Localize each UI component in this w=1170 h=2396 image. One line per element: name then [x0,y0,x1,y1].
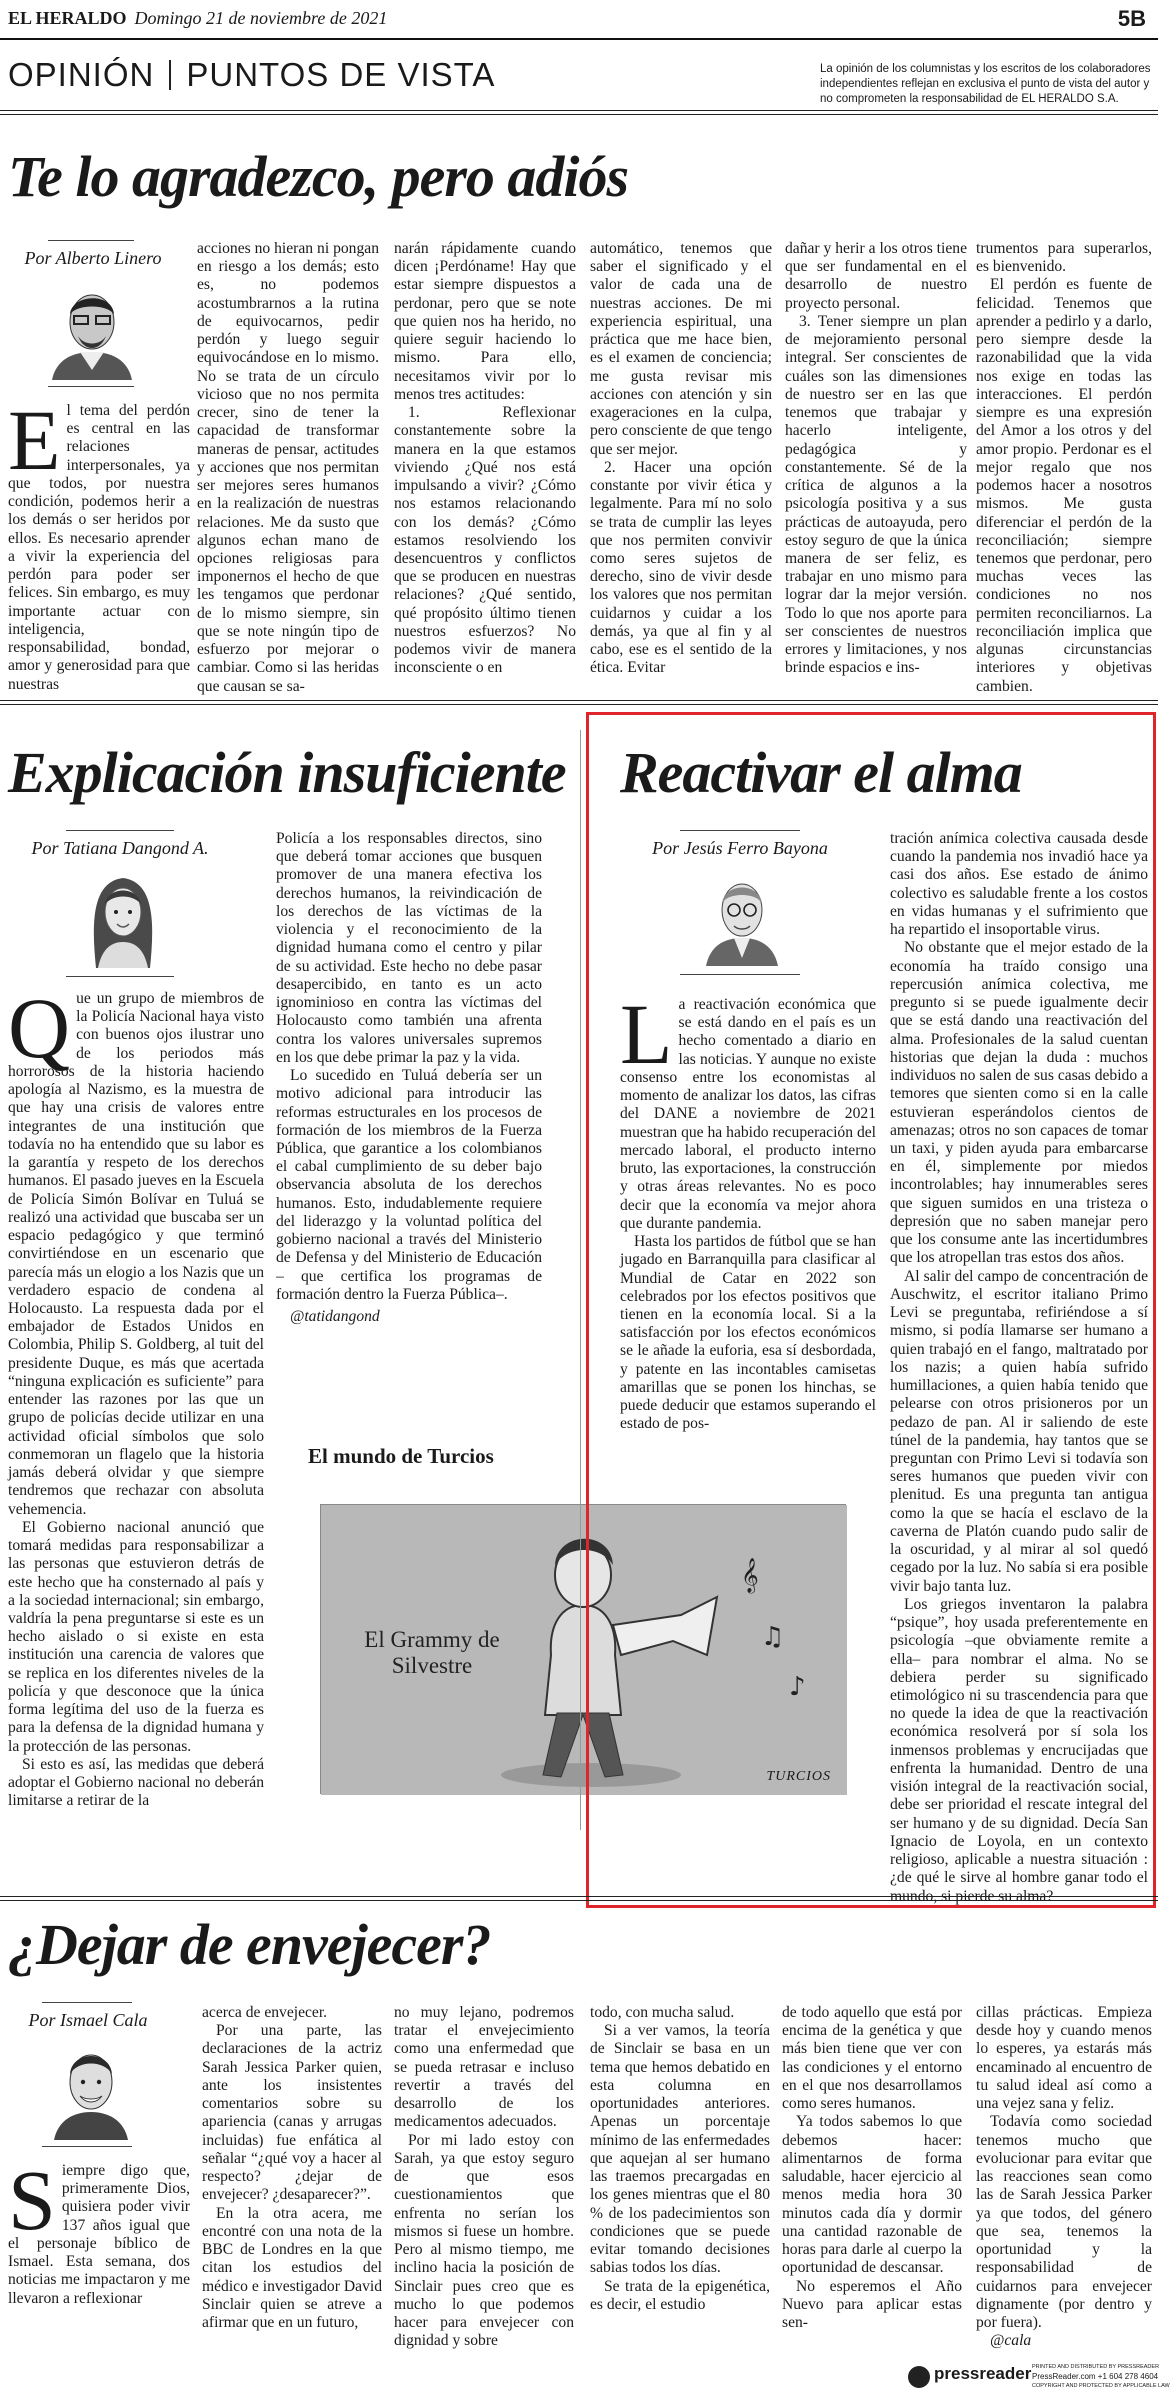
column-text: Al salir del campo de concentración de Auschwitz, el escritor italiano Primo Levi se preguntaba, refiriéndose a sí mismo, si podía llamarse ser humano a quien trabajó en el fango, maltratado por los nazis; a quien había sufrido humillaciones, a quien había tenido que pelearse con otros prisioneros por un pedazo de pan. Al ir saliendo de este túnel de la pandemia, hay tantos que se preguntan con Primo Levi si todavía son seres humanos que pueden vivir con plenitud. Es una pregunta tan antigua como la que se hacía el esclavo de la caverna de Platón cuando pudo salir de la oscuridad, y al mirar al sol quedó cegado por la luz. No sabía si era posible vivir bajo tanta luz. [890,1267,1148,1595]
author-byline: Por Jesús Ferro Bayona [652,838,828,858]
column-text: No obstante que el mejor estado de la economía ha traído consigo una repercusión anímica colectiva, me pregunto si se puede igualmente decir que se está dando una reactivación del alma. Profesionales de la salud cuentan historias que dejan la duda : muchos individuos no salen de sus casas debido a temores que sienten como si en la calle estuvieran esperándolos cientos de amenazas; otros no son capaces de tomar un taxi, y piden ayuda para embarcarse en él, simplemente por miedos incontrolables; hay innumerables seres que siguen sumidos en una tristeza o depresión que no saben manejar pero que los consume ante las incertidumbres que los atropellan tras estos dos años. [890,939,1148,1267]
article-column [8,392,190,693]
author-byline: Por Ismael Cala [28,2010,148,2030]
author-handle: @cala [990,2332,1032,2350]
byline-rule [66,976,174,977]
byline-rule [42,2002,132,2003]
column-text: Ya todos sabemos lo que debemos hacer: alimentarnos de forma saludable, hacer ejercicio al menos media hora 30 minutos cada día y dormir una cantidad razonable de horas para darle al cuerpo la oportunidad de descansar. [782,2113,962,2277]
svg-text:♪: ♪ [789,1672,806,1702]
byline-rule [48,386,134,387]
column-text: no muy lejano, podremos tratar el envejecimiento como una enfermedad que se pueda retrasar e incluso revertir a través del desarrollo de los medicamentos adecuados. [394,2004,574,2131]
article-column [976,2004,1152,2350]
author-handle: @tatidangond [290,1308,380,1326]
pressreader-logo: pressreader [934,2364,1032,2383]
footer-line: PRINTED AND DISTRIBUTED BY PRESSREADER [1032,2364,1160,2370]
column-divider [580,730,581,1830]
author-byline: Por Alberto Linero [24,248,162,268]
column-text: Por una parte, las declaraciones de la actriz Sarah Jessica Parker quien, ante los insistentes comentarios sobre su apariencia (canas y arrugas incluidas) fue enfática al señalar “¿qué voy a hacer al respecto? ¿dejar de envejecer? ¿desaparecer?”. [202,2022,382,2204]
svg-text:♫: ♫ [761,1622,785,1652]
column-text: El Gobierno nacional anunció que tomará medidas para responsabilizar a las personas que estuvieron detrás de este hecho que ha consternado al país y a la sociedad internacional; sin embargo, valdría la pena preguntarse si este es un hecho aislado o si existe en esta institución una carencia de valores que se replica en los diferentes niveles de la policía y que desconoce que la única forma legítima del uso de la fuerza es para la defensa de la dignidad humana y la protección de las personas. [8,1518,264,1755]
article-column [590,2004,770,2334]
author-byline: Por Tatiana Dangond A. [31,838,209,858]
column-text: Por mi lado estoy con Sarah, ya que estoy seguro de que esos cuestionamientos que enfrenta no serían los mismos si fuese un hombre. Pero al mismo tiempo, me inclino hacia la posición de Sinclair pues creo que es mucho lo que podemos hacer para envejecer con dignidad y sobre [394,2131,574,2350]
article-separator [0,700,1158,705]
column-text: En la otra acera, me encontré con una nota de la BBC de Londres en la que citan los estudios del médico e investigador David Sinclair quien se atreve a afirmar que en un futuro, [202,2204,382,2331]
column-text: Si esto es así, las medidas que deberá adoptar el Gobierno nacional no deberán limitarse a retirar de la [8,1755,264,1810]
article-column [8,980,264,1810]
column-text: cillas prácticas. Empieza desde hoy y cuando menos lo esperes, ya estarás más encaminado al encuentro de tu salud ideal así como a una vejez sana y feliz. [976,2004,1152,2113]
column-text: ue un grupo de miembros de la Policía Nacional haya visto con buenos ojos ilustrar uno de los periodos más horrorosos de la historia haciendo apología al Nazismo, es la muestra de que hay una crisis de valores entre integrantes de una institución que todavía no ha entendido que su labor es la garantía y respeto de los derechos humanos. El pasado jueves en la Escuela de Policía Simón Bolívar en Tuluá se realizó una actividad que buscaba ser un espacio pedagógico y que terminó convirtiéndose en un escenario que parecía más un elogio a los Nazis que un verdadero espacio de condena al Holocausto. La respuesta dada por el embajador de Estados Unidos en Colombia, Philip S. Goldberg, al tuit del presidente Duque, es más que acertada “ninguna explicación es suficiente” para entender las razones por las que un grupo de policías decide utilizar en una actividad oficial símbolos que solo conmemoran un flagelo que la historia jamás deberá olvidar y que siempre tendremos que rechazar con absoluta vehemencia. [8,990,264,1518]
column-text: trumentos para superarlos, es bienvenido. [976,240,1152,276]
pressreader-footer [908,2362,1170,2392]
column-text: a reactivación económica que se está dando en el país es un hecho comentado a diario en las noticias. Y aunque no existe consenso entre los economistas al momento de analizar los datos, las cifras del DANE a noviembre de 2021 muestran que ha habido recuperación del mercado laboral, el producto interno bruto, las exportaciones, la construcción y otras áreas relevantes. No es poco decir que la economía va mejor ahora que durante pandemia. [620,996,876,1232]
column-text: Se trata de la epigenética, es decir, el estudio [590,2277,770,2313]
svg-text:𝄞: 𝄞 [741,1558,759,1593]
article-column [197,240,379,695]
byline-rule [48,240,134,241]
article-column [202,2004,382,2334]
masthead [8,8,387,29]
column-text: Lo sucedido en Tuluá debería ser un motivo adicional para introducir las reformas estructurales en los procesos de formación de los miembros de la Fuerza Pública, que garantice a los colombianos el cabal cumplimiento de su deber bajo observancia absoluta de los derechos humanos. Esto, indudablemente requiere del liderazgo y la voluntad política del gobierno nacional a través del Ministerio de Defensa y del Ministerio de Educación – que certifica los programas de formación dentro la Fuerza Pública–. [276,1067,542,1303]
column-text: 1. Reflexionar constantemente sobre la manera en la que estamos viviendo ¿Qué nos está impulsando a vivir? ¿Cómo nos estamos relacionando con los demás? ¿Cómo estamos resolviendo los desencuentros y conflictos que se producen en nuestras relaciones? ¿Qué sentido, qué propósito último tienen nuestros esfuerzos? No podemos vivir de manera inconsciente o en [394,404,576,677]
cartoon-title: El mundo de Turcios [308,1444,494,1468]
byline-rule [66,830,174,831]
article-column [785,240,967,682]
drop-cap: S [8,2152,56,2248]
section-name: OPINIÓN [8,56,155,93]
drop-cap: Q [8,980,71,1076]
column-text: automático, tenemos que saber el significado y el valor de cada una de nuestras acciones. De mi experiencia espiritual, una práctica que me hace bien, es el examen de conciencia; me gusta revisar mis acciones con atención y sin exageraciones en la culpa, pero consciente de que tengo que ser mejor. [590,240,772,458]
selection-highlight-box [586,712,1156,1908]
column-text: tración anímica colectiva causada desde cuando la pandemia nos invadió hace ya casi dos años. Ese estado de ánimo colectivo es saludable frente a los costos en vidas humanas y el sufrimiento que ha repartido el insoportable virus. [890,830,1148,939]
article-column [590,240,772,682]
article-column [976,240,1152,695]
pressreader-icon [908,2366,930,2388]
article-column [276,830,542,1420]
drop-cap: L [620,986,673,1082]
footer-line: PressReader.com +1 604 278 4604 [1032,2372,1159,2381]
author-portrait [82,868,164,968]
article-column [394,2004,574,2350]
section-subname: PUNTOS DE VISTA [186,56,496,93]
author-portrait [48,2040,134,2140]
article-column [782,2004,962,2334]
column-text: No esperemos el Año Nuevo para aplicar estas sen- [782,2277,962,2331]
author-portrait [44,278,140,380]
paper-name: EL HERALDO [8,8,127,28]
column-text: de todo aquello que está por encima de la genética y que más bien tiene que ver con las condiciones y el entorno en el que nos desarrollamos como seres humanos. [782,2004,962,2113]
article-separator [0,1896,1158,1901]
masthead-rule [0,38,1158,40]
issue-date: Domingo 21 de noviembre de 2021 [134,8,388,28]
column-text: iempre digo que, primeramente Dios, quisiera poder vivir 137 años igual que el personaje bíblico de Ismael. Esta semana, dos noticias me impactaron y me llevaron a reflexionar [8,2162,190,2307]
editorial-disclaimer: La opinión de los columnistas y los escritos de los colaboradores independientes reflejan en exclusiva el punto de vista del autor y no comprometen la responsabilidad de EL HERALDO S.A. [820,63,1151,105]
column-text: 2. Hacer una opción constante por vivir ética y legalmente. Para mí no solo se trata de cumplir las leyes que nos permiten convivir como seres sujetos de derecho, sino de vivir desde los valores que nos permitan cuidarnos y cuidar a los demás, ya que al fin y al cabo, ese es el sentido de la ética. Evitar [590,458,772,677]
column-text: 3. Tener siempre un plan de mejoramiento personal integral. Ser conscientes de cuáles son las dimensiones de nuestro ser en las que tenemos que trabajar y hacerlo inteligente, pedagógica y constantemente. Sé de la crítica de algunos a la psicología positiva y a sus prácticas de autoayuda, pero estoy seguro de que la única manera de ser feliz, es trabajar en uno mismo para lograr dar la mejor versión. Todo lo que nos aporte para ser conscientes de nuestros errores y limitaciones, y nos brinde espacios e ins- [785,312,967,677]
section-header [8,56,495,94]
cartoonist-signature: TURCIOS [766,1769,831,1784]
column-text: l tema del perdón es central en las relaciones interpersonales, ya que todos, por nuestra condición, podemos herir a los demás o ser heridos por ellos. Es necesario aprender a vivir la experiencia del perdón para poder ser felices. Sin embargo, es muy importante actuar con inteligencia, responsabilidad, bondad, amor y generosidad para que nuestras [8,402,190,693]
byline-rule [42,2146,132,2147]
column-text: Hasta los partidos de fútbol que se han jugado en Barranquilla para clasificar al Mundial de Catar en 2022 son celebrados por los efectos positivos que tienen en la economía local. Si a la satisfacción por los efectos económicos se le añade la euforia, esa sí desbordada, y patente en las incontables camisetas amarillas que se ponen los hinchas, se puede deducir que estamos superando el estado de pos- [620,1233,876,1433]
article-headline: ¿Dejar de envejecer? [8,1912,491,1977]
column-text: Los griegos inventaron la palabra “psique”, hoy usada preferentemente en psicología –que obviamente remite a ella– para nombrar el alma. No se debiera perder su significado etimológico ni su trascendencia para que no quede la idea de que la reactivación económica resolverá por sí sola los inmensos problemas y encrucijadas que enfrenta la humanidad. Dentro de una visión integral de la reactivación social, debe ser prioridad el rescate integral del ser humano y de su dignidad. Decía San Ignacio de Loyola, en un contexto religioso, aplicable a nuestra situación : ¿de qué le sirve al hombre ganar todo el mundo, si pierde su alma? [890,1595,1148,1905]
section-rule [0,110,1158,115]
footer-line: COPYRIGHT AND PROTECTED BY APPLICABLE LAW [1032,2383,1170,2389]
article-column [394,240,576,682]
column-text: El perdón es fuente de felicidad. Tenemos que aprender a pedirlo y a darlo, pero siempre desde la razonabilidad que la vida nos exige en todas las interacciones. El perdón siempre es una expresión del Amor a los otros y del amor propio. Perdonar es el mejor regalo que nos podemos hacer a nosotros mismos. Me gusta diferenciar el perdón de la reconciliación; siempre tenemos que perdonar, pero muchas veces las condiciones no nos permiten reconciliarnos. La reconciliación implica que algunas circunstancias interiores y objetivas cambien. [976,276,1152,695]
article-column [8,2152,190,2332]
column-text: narán rápidamente cuando dicen ¡Perdóname! Hay que estar siempre dispuestos a perdonar, pero que se note que quien nos ha herido, no quiere seguir haciendo lo mismo. Para ello, necesitamos vivir por lo menos tres actitudes: [394,240,576,403]
column-text: acciones no hieran ni pongan en riesgo a los demás; esto es, no podemos acostumbrarnos a la rutina de equivocarnos, pedir perdón y luego seguir equivocándose en lo mismo. No se trata de un círculo vicioso que no nos permita crecer, sino de tener la capacidad de transformar maneras de pensar, actitudes y acciones que nos permitan ser mejores seres humanos en la realización de nuestras relaciones. Me da susto que algunos echan mano de opciones religiosas para imponernos el hecho de que les tengamos que perdonar de lo mismo siempre, sin que se note ningún tipo de esfuerzo por mejorar o cambiar. Como si las heridas que causan se sa- [197,240,379,695]
drop-cap: E [8,392,61,488]
column-text: Todavía como sociedad tenemos mucho que evolucionar para evitar que las reacciones sean como las de Sarah Jessica Parker ya que todos, del género que sea, tenemos la oportunidad y la responsabilidad de cuidarnos para envejecer dignamente (por dentro y por fuera). [976,2113,1152,2331]
article-headline: Explicación insuficiente [8,740,566,805]
column-text: Si a ver vamos, la teoría de Sinclair se basa en un tema que hemos debatido en esta columna en oportunidades anteriores. Apenas un porcentaje mínimo de las enfermedades que aquejan al ser humano las traemos precargadas en los genes mientras que el 80 % de los padecimientos son condiciones que se puede evitar tomando decisiones sabias todos los días. [590,2022,770,2277]
column-text: todo, con mucha salud. [590,2004,735,2021]
column-text: Policía a los responsables directos, sino que deberá tomar acciones que busquen promover de una manera efectiva los derechos humanos, la reivindicación de los derechos de las víctimas de la violencia y el reconocimiento de la dignidad humana como el centro y pilar de su actividad. Este hecho no debe pasar desapercibido, en tanto es un acto ignominioso en contra las víctimas del Holocausto como también una afrenta contra los valores universales supremos en los que debe primar la paz y la vida. [276,830,542,1066]
section-divider [169,60,171,90]
cartoon-caption: El Grammy de Silvestre [364,1627,500,1679]
page-number: 5B [1117,6,1146,31]
article-headline: Reactivar el alma [620,740,1022,805]
article-headline: Te lo agradezco, pero adiós [8,144,629,209]
column-text: dañar y herir a los otros tiene que ser fundamental en el desarrollo de nuestro proyecto personal. [785,240,967,312]
column-text: acerca de envejecer. [202,2004,328,2021]
